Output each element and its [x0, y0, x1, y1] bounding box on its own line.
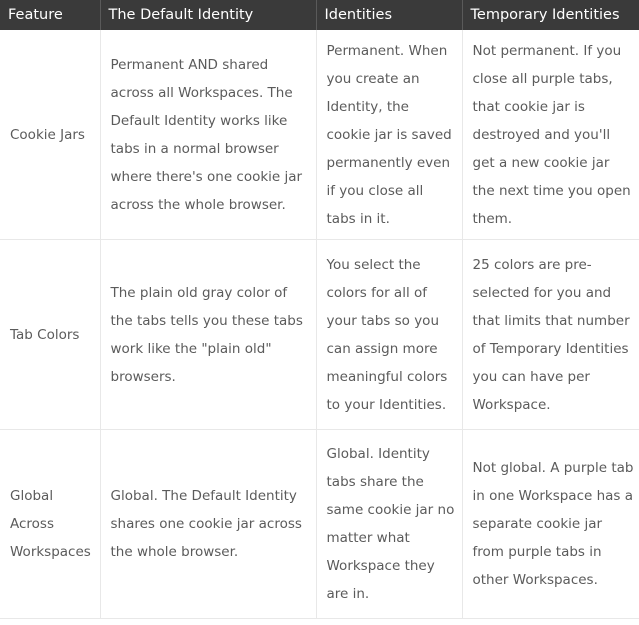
header-temporary-identities: Temporary Identities: [462, 0, 639, 30]
feature-cell: Cookie Jars: [0, 30, 100, 240]
feature-cell: Global Across Workspaces: [0, 430, 100, 619]
default-identity-cell: The plain old gray color of the tabs tells you these tabs work like the "plain old" browsers.: [100, 240, 316, 430]
table-header: [0, 0, 639, 30]
temporary-identities-cell: 25 colors are pre-selected for you and that limits that number of Temporary Identities you can have per Workspace.: [462, 240, 639, 430]
table-row: [0, 240, 639, 430]
table-body: [0, 30, 639, 619]
identities-cell: Permanent. When you create an Identity, the cookie jar is saved permanently even if you close all tabs in it.: [316, 30, 462, 240]
identities-cell: Global. Identity tabs share the same cookie jar no matter what Workspace they are in.: [316, 430, 462, 619]
header-identities: Identities: [316, 0, 462, 30]
default-identity-cell: Global. The Default Identity shares one cookie jar across the whole browser.: [100, 430, 316, 619]
table-row: [0, 430, 639, 619]
feature-cell: Tab Colors: [0, 240, 100, 430]
temporary-identities-cell: Not permanent. If you close all purple tabs, that cookie jar is destroyed and you'll get a new cookie jar the next time you open them.: [462, 30, 639, 240]
default-identity-cell: Permanent AND shared across all Workspaces. The Default Identity works like tabs in a normal browser where there's one cookie jar across the whole browser.: [100, 30, 316, 240]
table-row: [0, 30, 639, 240]
header-feature: Feature: [0, 0, 100, 30]
temporary-identities-cell: Not global. A purple tab in one Workspace has a separate cookie jar from purple tabs in other Workspaces.: [462, 430, 639, 619]
identities-cell: You select the colors for all of your tabs so you can assign more meaningful colors to your Identities.: [316, 240, 462, 430]
header-row: [0, 0, 639, 30]
header-default-identity: The Default Identity: [100, 0, 316, 30]
